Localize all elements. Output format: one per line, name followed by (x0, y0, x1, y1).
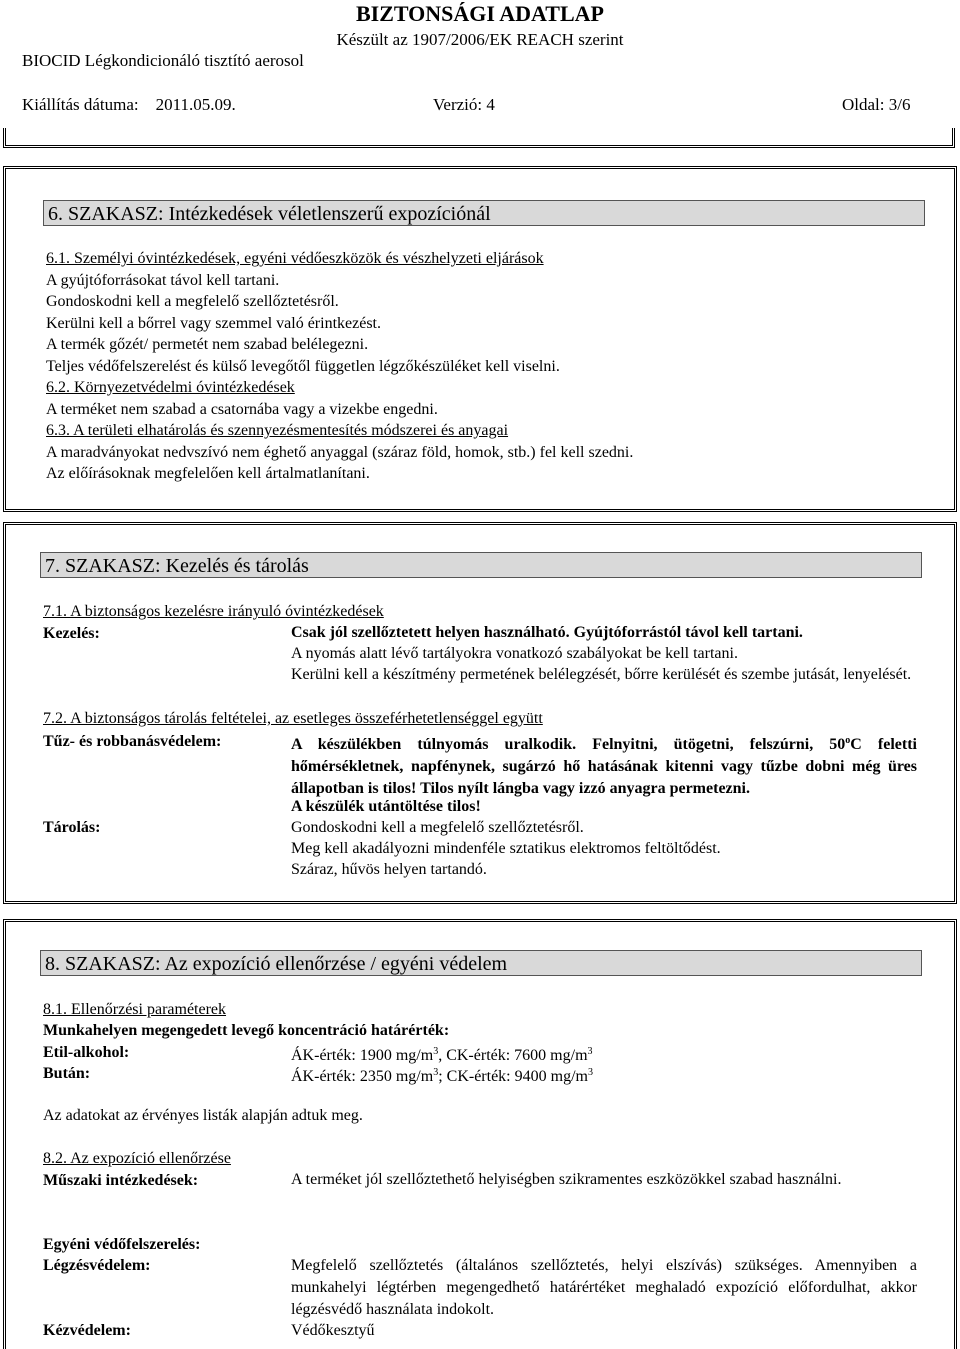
subsection-6-1-title: 6.1. Személyi óvintézkedések, egyéni védőeszközök és vészhelyzeti eljárások (46, 250, 544, 267)
document-title: BIZTONSÁGI ADATLAP (356, 1, 604, 26)
unit-exponent: 3 (433, 1046, 439, 1057)
subsection-7-1-title: 7.1. A biztonságos kezelésre irányuló óvintézkedések (43, 603, 384, 620)
text-line: A terméket nem szabad a csatornába vagy a vizekbe engedni. (46, 401, 438, 418)
unit-exponent: 3 (433, 1067, 439, 1078)
fire-text-part-a: A készülékben túlnyomás uralkodik. Felnyitni, ütögetni, felszúrni, 50 (291, 736, 846, 753)
storage-label: Tárolás: (43, 819, 101, 836)
regulation-subtitle: Készült az 1907/2006/EK REACH szerint (336, 30, 624, 49)
text-line: A maradványokat nedvszívó nem éghető anyaggal (száraz föld, homok, stb.) fel kell szedni. (46, 444, 634, 461)
ethanol-ck: , CK-érték: 7600 mg/m (438, 1047, 588, 1064)
butane-limits (291, 1062, 917, 1088)
handling-rule-2: A nyomás alatt lévő tartályokra vonatkozó szabályokat be kell tartani. (291, 645, 738, 662)
product-name: BIOCID Légkondicionáló tisztító aerosol (22, 51, 304, 70)
section-7-heading: 7. SZAKASZ: Kezelés és tárolás (40, 552, 922, 578)
butane-ck: ; CK-érték: 9400 mg/m (438, 1068, 588, 1085)
fire-protection-label: Tűz- és robbanásvédelem: (43, 733, 222, 750)
page-number: Oldal: 3/6 (842, 95, 911, 114)
ethanol-label: Etil-alkohol: (43, 1044, 130, 1061)
storage-line: Meg kell akadályozni mindenféle sztatikus elektromos feltöltődést. (291, 840, 721, 857)
respiratory-label: Légzésvédelem: (43, 1257, 151, 1274)
text-line: A gyújtóforrásokat távol kell tartani. (46, 272, 280, 289)
storage-line: Száraz, hűvös helyen tartandó. (291, 861, 487, 878)
fire-protection-text (291, 730, 917, 800)
handling-rule-3: Kerülni kell a készítmény permetének belélegzését, bőrre kerülését és szembe jutását, lenyelését. (291, 666, 912, 683)
unit-exponent: 3 (587, 1067, 593, 1078)
exposure-limits-title: Munkahelyen megengedett levegő koncentráció határérték: (43, 1022, 450, 1039)
refill-warning: A készülék utántöltése tilos! (291, 798, 481, 815)
subsection-6-3-title: 6.3. A területi elhatárolás és szennyezésmentesítés módszerei és anyagai (46, 422, 509, 439)
version: Verzió: 4 (433, 95, 495, 114)
text-line: Gondoskodni kell a megfelelő szellőztetésről. (46, 293, 339, 310)
text-line: Kerülni kell a bőrrel vagy szemmel való érintkezést. (46, 315, 381, 332)
hand-protection-text: Védőkesztyű (291, 1322, 375, 1339)
technical-measures-text: A terméket jól szellőztethető helyiségben szikramentes eszközökkel szabad használni. (291, 1171, 842, 1188)
header-frame (3, 128, 955, 148)
storage-line: Gondoskodni kell a megfelelő szellőztetésről. (291, 819, 584, 836)
section-6-heading: 6. SZAKASZ: Intézkedések véletlenszerű expozíciónál (43, 200, 925, 226)
section-8-heading: 8. SZAKASZ: Az expozíció ellenőrzése / egyéni védelem (40, 950, 922, 976)
technical-measures-label: Műszaki intézkedések: (43, 1172, 199, 1189)
handling-rule-1: Csak jól szellőztetett helyen használható. Gyújtóforrástól távol kell tartani. (291, 624, 803, 641)
butane-label: Bután: (43, 1065, 91, 1082)
text-line: Az előírásoknak megfelelően kell ártalmatlanítani. (46, 465, 370, 482)
text-line: Teljes védőfelszerelést és külső levegőtől független légzőkészüléket kell viselni. (46, 358, 560, 375)
subsection-8-1-title: 8.1. Ellenőrzési paraméterek (43, 1001, 227, 1018)
issue-date: Kiállítás dátuma: 2011.05.09. (22, 95, 236, 114)
hand-protection-label: Kézvédelem: (43, 1322, 131, 1339)
ppe-label: Egyéni védőfelszerelés: (43, 1236, 201, 1253)
subsection-6-2-title: 6.2. Környezetvédelmi óvintézkedések (46, 379, 295, 396)
degree-sign: o (845, 735, 851, 746)
butane-ak: ÁK-érték: 2350 mg/m (291, 1068, 434, 1085)
subsection-8-2-title: 8.2. Az expozíció ellenőrzése (43, 1150, 231, 1167)
fire-text-part-b: C feletti hőmérsékletnek, napfénynek, sugárzó hő hatásának kitenni vagy tűzbe dobni még üres állapotban is tilos! Tilos nyílt lángba vagy izzó anyagra permetezni. (291, 736, 917, 797)
unit-exponent: 3 (587, 1046, 593, 1057)
handling-label: Kezelés: (43, 625, 100, 642)
subsection-7-2-title: 7.2. A biztonságos tárolás feltételei, az esetleges összeférhetetlenséggel együtt (43, 710, 543, 727)
source-note: Az adatokat az érvényes listák alapján adtuk meg. (43, 1107, 363, 1124)
respiratory-text: Megfelelő szellőztetés (általános szellőztetés, helyi elszívás) szükséges. Amennyiben a munkahelyi légtérben megengedhető határértéket meghaladó expozíció előfordulhat, akkor légzésvédő használata indokolt. (291, 1257, 917, 1318)
ethanol-ak: ÁK-érték: 1900 mg/m (291, 1047, 434, 1064)
section-6 (3, 166, 957, 512)
text-line: A termék gőzét/ permetét nem szabad belélegezni. (46, 336, 369, 353)
